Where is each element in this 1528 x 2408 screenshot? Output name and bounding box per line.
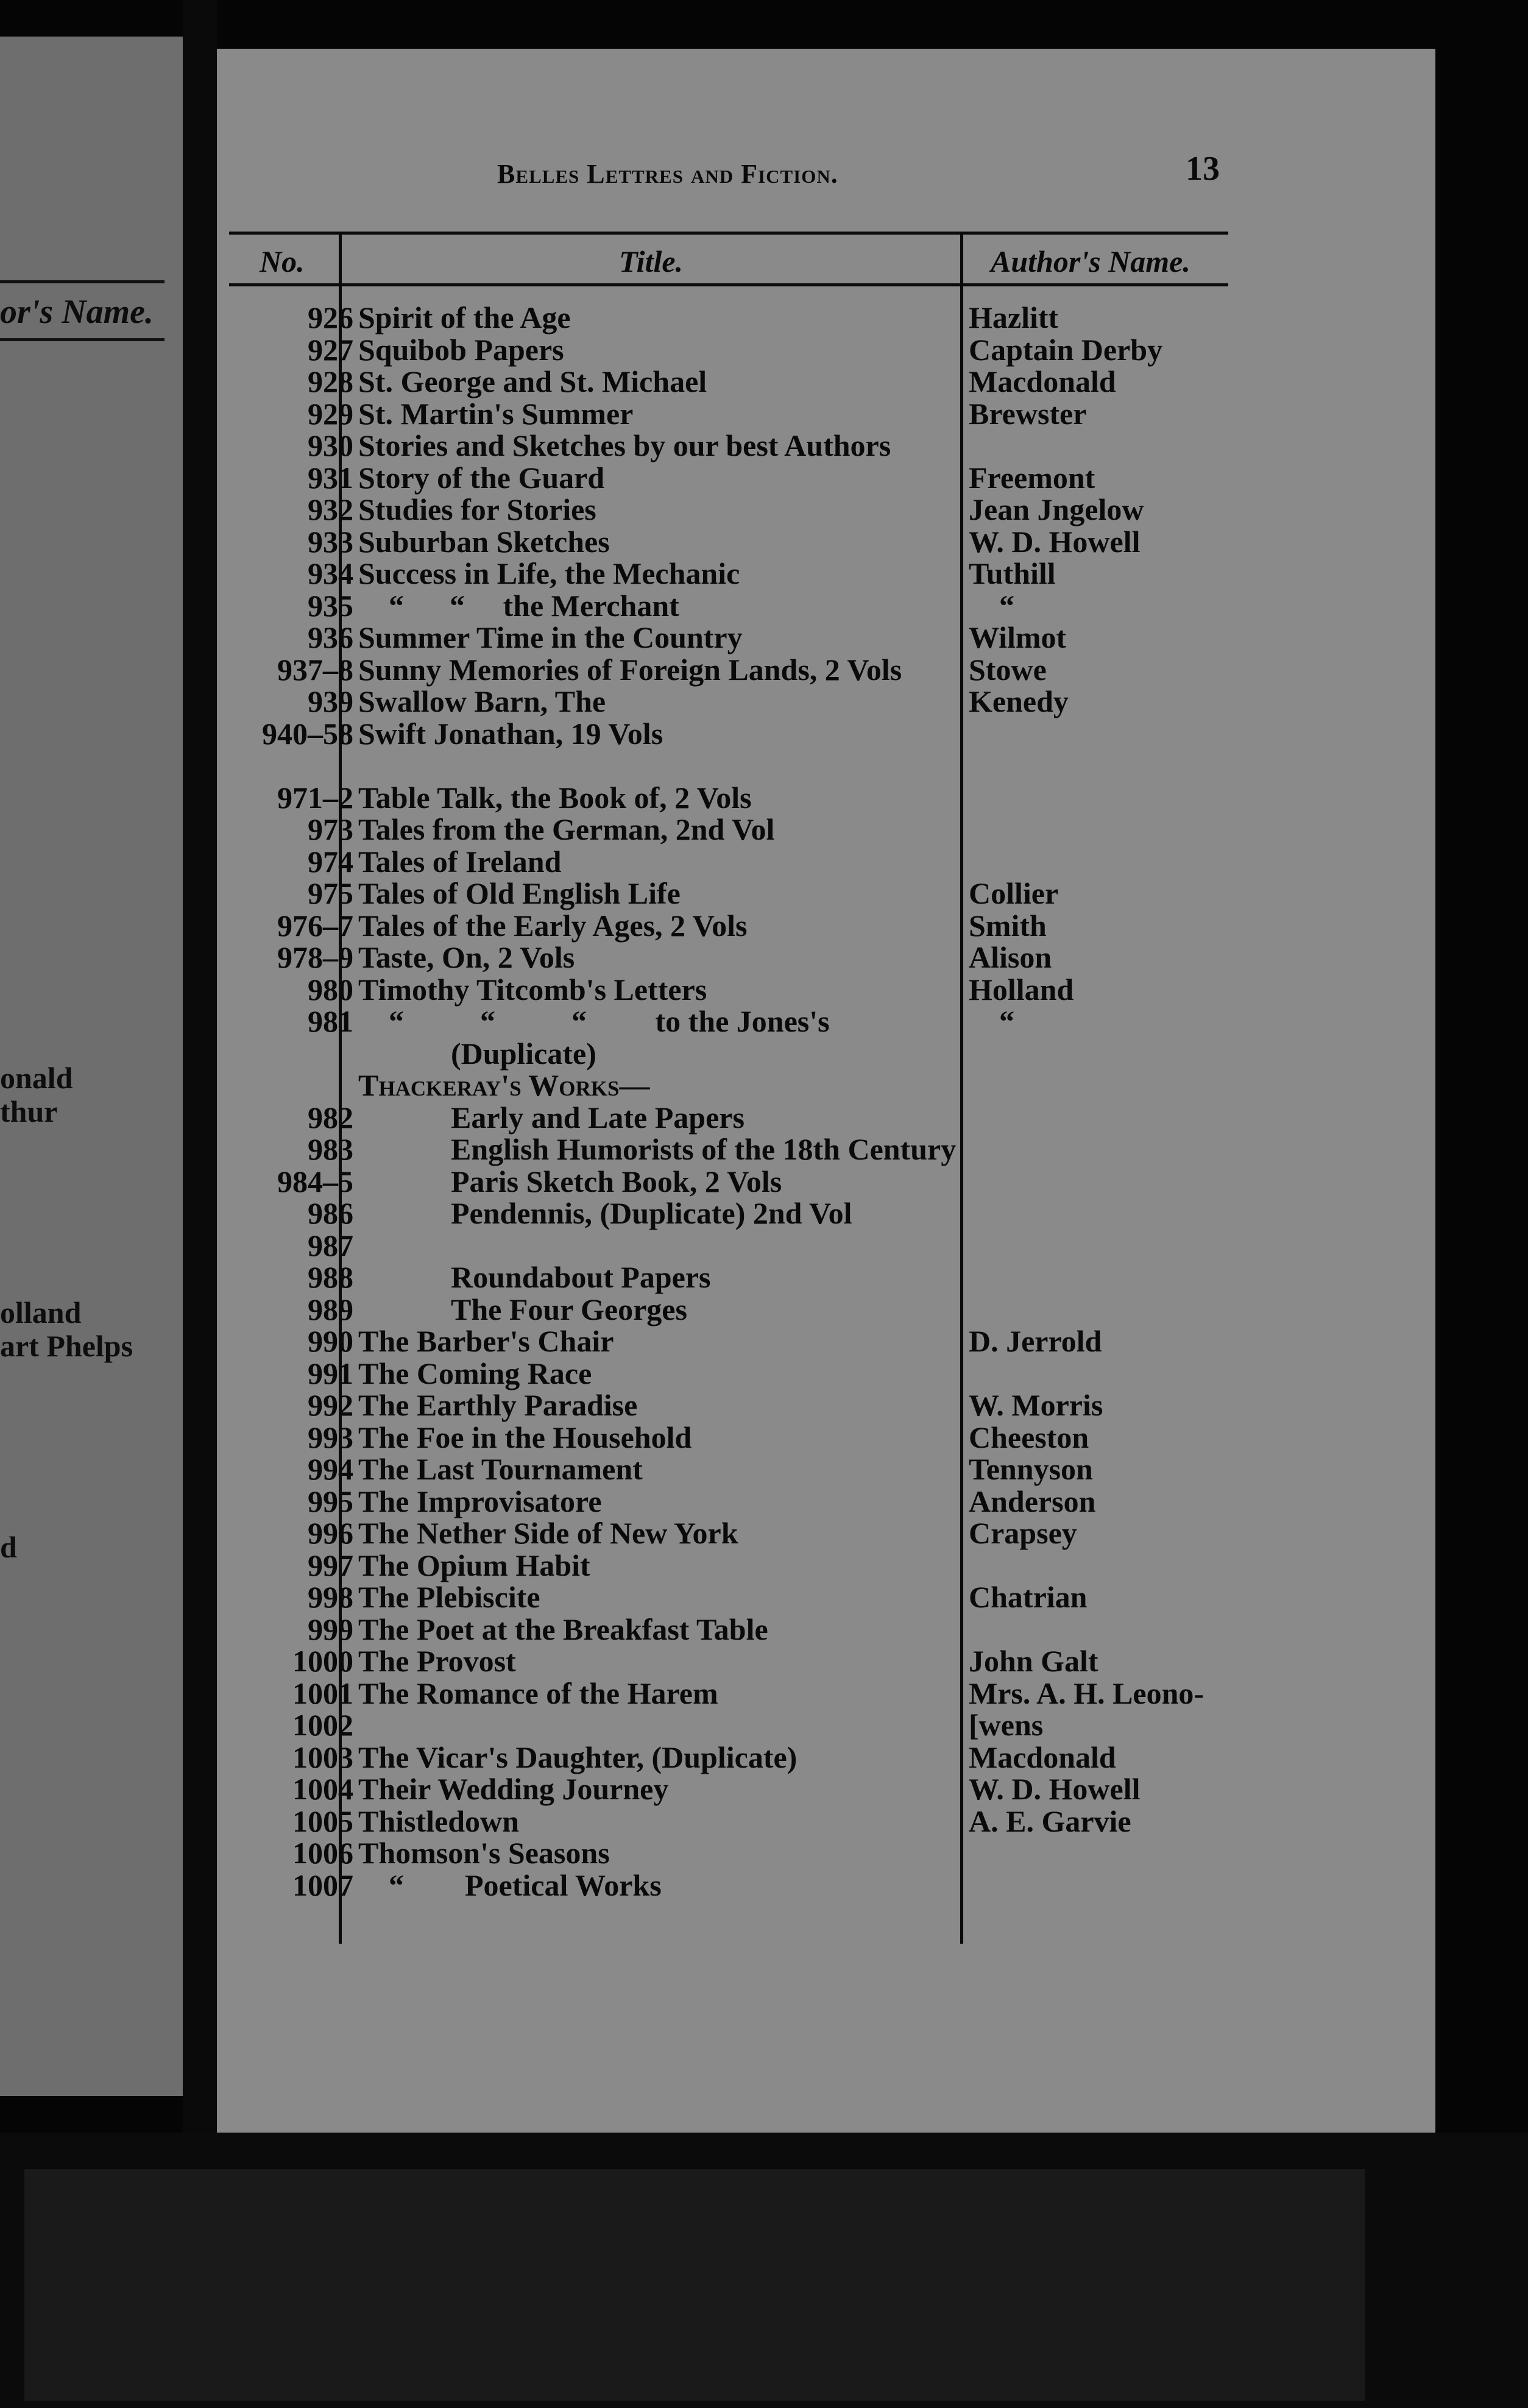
entry-number: 982 bbox=[308, 1100, 353, 1135]
entry-title: Squibob Papers bbox=[358, 332, 564, 367]
entry-title: Thomson's Seasons bbox=[358, 1836, 610, 1870]
catalogue-row bbox=[217, 1549, 1435, 1582]
entry-number: 994 bbox=[308, 1452, 353, 1486]
entry-number: 987 bbox=[308, 1228, 353, 1262]
entry-title: The Last Tournament bbox=[358, 1452, 643, 1486]
catalogue-row bbox=[217, 1613, 1435, 1646]
running-head: Belles Lettres and Fiction. bbox=[497, 159, 838, 189]
catalogue-row bbox=[217, 494, 1435, 526]
entry-author: Jean Jngelow bbox=[969, 492, 1144, 526]
column-header-title: Title. bbox=[619, 244, 684, 278]
entry-number: 986 bbox=[308, 1196, 353, 1230]
entry-title: The Barber's Chair bbox=[358, 1324, 614, 1358]
text-fragment: art Phelps bbox=[0, 1329, 133, 1363]
entry-title: The Poet at the Breakfast Table bbox=[358, 1612, 768, 1646]
catalogue-row bbox=[217, 366, 1435, 398]
catalogue-row bbox=[217, 1581, 1435, 1613]
entry-number: 988 bbox=[308, 1260, 353, 1294]
catalogue-entries bbox=[217, 302, 1435, 1901]
entry-title: The Four Georges bbox=[451, 1292, 687, 1326]
catalogue-row bbox=[217, 621, 1435, 654]
entry-number: 981 bbox=[308, 1004, 353, 1038]
entry-author: W. D. Howell bbox=[969, 524, 1141, 559]
page-number: 13 bbox=[1186, 150, 1220, 188]
entry-number: 1002 bbox=[292, 1708, 353, 1742]
catalogue-row bbox=[217, 1645, 1435, 1677]
entry-author: Macdonald bbox=[969, 364, 1116, 398]
entry-number: 927 bbox=[308, 332, 353, 367]
entry-number: 990 bbox=[308, 1324, 353, 1358]
entry-title: Summer Time in the Country bbox=[358, 620, 743, 654]
entry-title: The Romance of the Harem bbox=[358, 1676, 718, 1710]
entry-author: D. Jerrold bbox=[969, 1324, 1102, 1358]
catalogue-row bbox=[217, 1005, 1435, 1038]
entry-title: Sunny Memories of Foreign Lands, 2 Vols bbox=[358, 652, 902, 687]
entry-number: 937–8 bbox=[277, 652, 353, 687]
catalogue-row bbox=[217, 398, 1435, 430]
catalogue-row bbox=[217, 334, 1435, 366]
entry-author: Tennyson bbox=[969, 1452, 1093, 1486]
entry-author: Wilmot bbox=[969, 620, 1067, 654]
entry-title: Early and Late Papers bbox=[451, 1100, 745, 1135]
entry-title: “ Poetical Works bbox=[358, 1868, 662, 1902]
catalogue-row bbox=[217, 1166, 1435, 1198]
entry-author: Captain Derby bbox=[969, 332, 1163, 367]
entry-number: 935 bbox=[308, 588, 353, 623]
entry-title: Tales of Ireland bbox=[358, 844, 562, 879]
entry-author: [wens bbox=[969, 1708, 1044, 1742]
entry-number: 980 bbox=[308, 972, 353, 1007]
catalogue-row bbox=[217, 590, 1435, 622]
catalogue-row bbox=[217, 877, 1435, 910]
catalogue-row bbox=[217, 1294, 1435, 1326]
entry-author: W. Morris bbox=[969, 1388, 1103, 1422]
catalogue-row bbox=[217, 1805, 1435, 1838]
text-fragment: d bbox=[0, 1530, 17, 1564]
entry-title: Table Talk, the Book of, 2 Vols bbox=[358, 780, 752, 815]
entry-author: “ bbox=[969, 588, 1014, 623]
entry-author: Brewster bbox=[969, 396, 1087, 431]
entry-title: Spirit of the Age bbox=[358, 300, 571, 335]
entry-number: 975 bbox=[308, 876, 353, 910]
catalogue-row bbox=[217, 1069, 1435, 1102]
entry-title: (Duplicate) bbox=[451, 1036, 596, 1071]
catalogue-row bbox=[217, 1102, 1435, 1134]
entry-author: Holland bbox=[969, 972, 1074, 1007]
entry-number: 996 bbox=[308, 1516, 353, 1550]
entry-number: 936 bbox=[308, 620, 353, 654]
entry-number: 1006 bbox=[292, 1836, 353, 1870]
entry-number: 992 bbox=[308, 1388, 353, 1422]
entry-title: Studies for Stories bbox=[358, 492, 596, 526]
entry-number: 931 bbox=[308, 460, 353, 495]
entry-title: The Vicar's Daughter, (Duplicate) bbox=[358, 1740, 798, 1774]
entry-author: Macdonald bbox=[969, 1740, 1116, 1774]
entry-author: Collier bbox=[969, 876, 1059, 910]
entry-title: Story of the Guard bbox=[358, 460, 605, 495]
catalogue-row bbox=[217, 974, 1435, 1006]
previous-page-fragment bbox=[0, 37, 183, 2096]
catalogue-row bbox=[217, 941, 1435, 974]
book-gutter bbox=[183, 0, 217, 2408]
column-header-no: No. bbox=[260, 244, 305, 278]
entry-number: 983 bbox=[308, 1132, 353, 1166]
entry-title: Taste, On, 2 Vols bbox=[358, 940, 575, 974]
entry-title: Paris Sketch Book, 2 Vols bbox=[451, 1164, 782, 1199]
entry-author: Stowe bbox=[969, 652, 1047, 687]
entry-title: The Plebiscite bbox=[358, 1580, 540, 1614]
catalogue-row bbox=[217, 1773, 1435, 1805]
entry-author: Anderson bbox=[969, 1484, 1096, 1518]
entry-number: 997 bbox=[308, 1548, 353, 1582]
entry-title: St. Martin's Summer bbox=[358, 396, 634, 431]
catalogue-row bbox=[217, 910, 1435, 942]
entry-number: 939 bbox=[308, 684, 353, 718]
entry-number: 978–9 bbox=[277, 940, 353, 974]
entry-title: Suburban Sketches bbox=[358, 524, 610, 559]
entry-title: St. George and St. Michael bbox=[358, 364, 707, 398]
catalogue-row bbox=[217, 1837, 1435, 1869]
entry-author: Crapsey bbox=[969, 1516, 1077, 1550]
entry-title: Tales of Old English Life bbox=[358, 876, 681, 910]
entry-number: 993 bbox=[308, 1420, 353, 1454]
entry-title: The Provost bbox=[358, 1644, 516, 1678]
entry-number: 991 bbox=[308, 1356, 353, 1390]
catalogue-row bbox=[217, 430, 1435, 462]
entry-title: The Coming Race bbox=[358, 1356, 592, 1390]
catalogue-row bbox=[217, 846, 1435, 878]
catalogue-row bbox=[217, 1197, 1435, 1230]
catalogue-row bbox=[217, 685, 1435, 718]
entry-number: 973 bbox=[308, 812, 353, 846]
entry-title: The Earthly Paradise bbox=[358, 1388, 638, 1422]
entry-number: 989 bbox=[308, 1292, 353, 1326]
catalogue-row bbox=[217, 1517, 1435, 1549]
catalogue-row bbox=[217, 718, 1435, 750]
entry-author: Chatrian bbox=[969, 1580, 1088, 1614]
column-header-author: Author's Name. bbox=[991, 244, 1190, 278]
next-page-edge bbox=[24, 2169, 1365, 2401]
entry-number: 933 bbox=[308, 524, 353, 559]
entry-number: 1000 bbox=[292, 1644, 353, 1678]
entry-title: The Improvisatore bbox=[358, 1484, 602, 1518]
entry-title: Timothy Titcomb's Letters bbox=[358, 972, 707, 1007]
catalogue-row bbox=[217, 1422, 1435, 1454]
entry-author: Cheeston bbox=[969, 1420, 1089, 1454]
catalogue-row bbox=[217, 1741, 1435, 1774]
column-header-fragment: or's Name. bbox=[0, 293, 154, 331]
entry-title: “ “ “ to the Jones's bbox=[358, 1004, 830, 1038]
catalogue-row bbox=[217, 813, 1435, 846]
catalogue-row bbox=[217, 1038, 1435, 1070]
catalogue-row bbox=[217, 1709, 1435, 1741]
entry-title: The Nether Side of New York bbox=[358, 1516, 738, 1550]
entry-title: The Foe in the Household bbox=[358, 1420, 692, 1454]
entry-author: Mrs. A. H. Leono- bbox=[969, 1676, 1204, 1710]
entry-number: 1005 bbox=[292, 1804, 353, 1838]
entry-title: Thistledown bbox=[358, 1804, 519, 1838]
entry-number: 940–58 bbox=[262, 716, 353, 751]
catalogue-row bbox=[217, 1453, 1435, 1486]
entry-number: 1004 bbox=[292, 1772, 353, 1806]
entry-number: 976–7 bbox=[277, 908, 353, 943]
entry-title: Swift Jonathan, 19 Vols bbox=[358, 716, 663, 751]
table-rule bbox=[0, 280, 164, 283]
entry-title: Pendennis, (Duplicate) 2nd Vol bbox=[451, 1196, 852, 1230]
catalogue-row bbox=[217, 749, 1435, 782]
entry-number: 926 bbox=[308, 300, 353, 335]
entry-title: Roundabout Papers bbox=[451, 1260, 711, 1294]
entry-author: Smith bbox=[969, 908, 1047, 943]
catalogue-row bbox=[217, 1133, 1435, 1166]
entry-author: Tuthill bbox=[969, 556, 1056, 590]
catalogue-row bbox=[217, 1677, 1435, 1710]
entry-author: Alison bbox=[969, 940, 1052, 974]
entry-title: The Opium Habit bbox=[358, 1548, 590, 1582]
entry-number: 1003 bbox=[292, 1740, 353, 1774]
entry-author: John Galt bbox=[969, 1644, 1098, 1678]
table-rule bbox=[0, 338, 164, 341]
entry-number: 932 bbox=[308, 492, 353, 526]
catalogue-row bbox=[217, 302, 1435, 334]
catalogue-row bbox=[217, 1261, 1435, 1294]
entry-title: Stories and Sketches by our best Authors bbox=[358, 428, 891, 462]
entry-title: Success in Life, the Mechanic bbox=[358, 556, 740, 590]
catalogue-row bbox=[217, 782, 1435, 814]
entry-number: 995 bbox=[308, 1484, 353, 1518]
entry-number: 984–5 bbox=[277, 1164, 353, 1199]
catalogue-row bbox=[217, 526, 1435, 558]
entry-author: A. E. Garvie bbox=[969, 1804, 1131, 1838]
entry-number: 971–2 bbox=[277, 780, 353, 815]
entry-author: Kenedy bbox=[969, 684, 1069, 718]
text-fragment: thur bbox=[0, 1094, 58, 1128]
entry-number: 930 bbox=[308, 428, 353, 462]
catalogue-row bbox=[217, 654, 1435, 686]
entry-number: 929 bbox=[308, 396, 353, 431]
table-header-rule bbox=[229, 283, 1228, 286]
entry-title: Their Wedding Journey bbox=[358, 1772, 669, 1806]
entry-author: W. D. Howell bbox=[969, 1772, 1141, 1806]
catalogue-row bbox=[217, 1389, 1435, 1422]
entry-author: “ bbox=[969, 1004, 1014, 1038]
entry-number: 998 bbox=[308, 1580, 353, 1614]
entry-number: 934 bbox=[308, 556, 353, 590]
entry-title: Tales of the Early Ages, 2 Vols bbox=[358, 908, 748, 943]
catalogue-row bbox=[217, 558, 1435, 590]
catalogue-row bbox=[217, 1486, 1435, 1518]
table-top-rule bbox=[229, 232, 1228, 235]
entry-number: 1007 bbox=[292, 1868, 353, 1902]
entry-number: 974 bbox=[308, 844, 353, 879]
entry-number: 999 bbox=[308, 1612, 353, 1646]
entry-number: 1001 bbox=[292, 1676, 353, 1710]
entry-title: Swallow Barn, The bbox=[358, 684, 606, 718]
text-fragment: onald bbox=[0, 1061, 73, 1095]
entry-title: Tales from the German, 2nd Vol bbox=[358, 812, 775, 846]
entry-number: 928 bbox=[308, 364, 353, 398]
catalogue-row bbox=[217, 1325, 1435, 1358]
entry-title: Thackeray's Works— bbox=[358, 1068, 650, 1102]
catalogue-page bbox=[217, 49, 1435, 2133]
catalogue-row bbox=[217, 1230, 1435, 1262]
entry-author: Freemont bbox=[969, 460, 1095, 495]
catalogue-row bbox=[217, 462, 1435, 494]
catalogue-row bbox=[217, 1358, 1435, 1390]
entry-title: English Humorists of the 18th Century bbox=[451, 1132, 957, 1166]
catalogue-row bbox=[217, 1869, 1435, 1902]
entry-author: Hazlitt bbox=[969, 300, 1059, 335]
text-fragment: olland bbox=[0, 1295, 82, 1330]
entry-title: “ “ the Merchant bbox=[358, 588, 679, 623]
